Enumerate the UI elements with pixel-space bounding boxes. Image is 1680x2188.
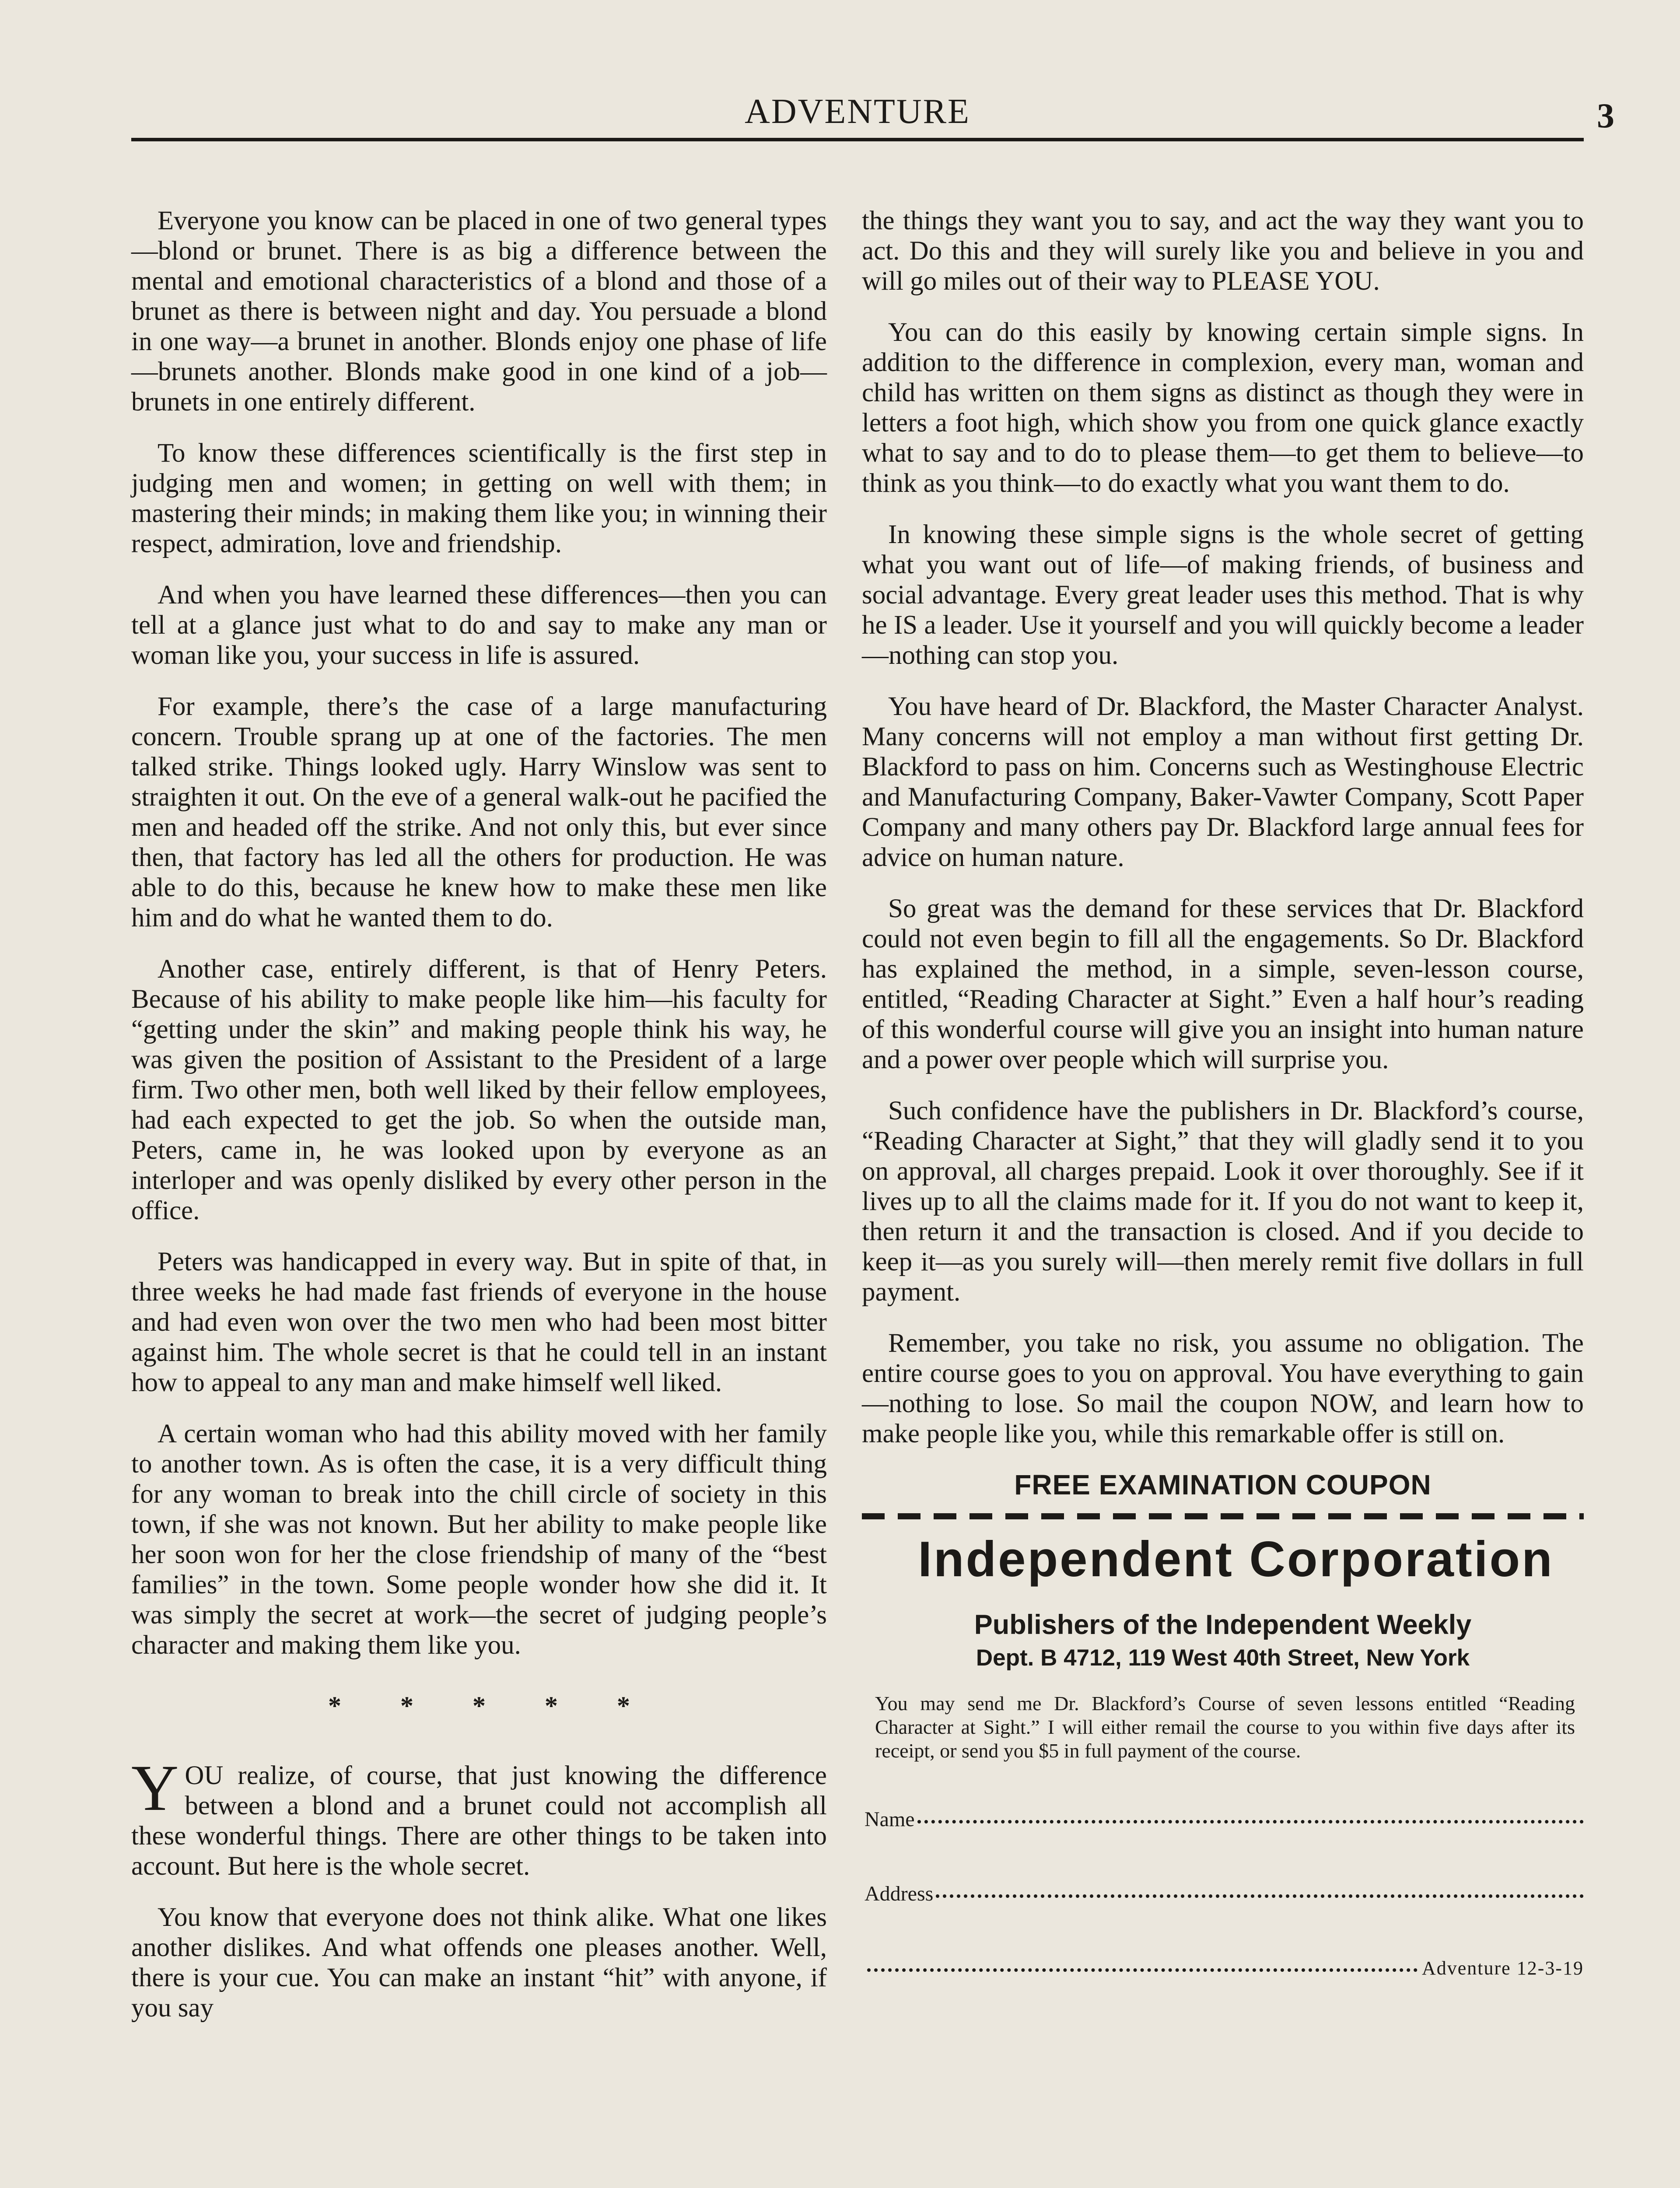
address-fill-line-2[interactable] (867, 1968, 1418, 1972)
article-paragraph: And when you have learned these differences—then you can tell at a glance just what to do and say to make any man or woman like you, your success in life is assured. (131, 580, 827, 670)
company-subtitle: Publishers of the Independent Weekly (974, 1609, 1472, 1640)
left-column (131, 206, 827, 2044)
article-paragraph: Everyone you know can be placed in one of two general types—blond or brunet. There is as big a difference between the mental and emotional characteristics of a blond and those of a brunet as there is between night and day. You persuade a blond in one way—a brunet in another. Blonds enjoy one phase of life—brunets another. Blonds make good in one kind of a job—brunets in one entirely different. (131, 206, 827, 417)
article-paragraph: You know that everyone does not think alike. What one likes another dislikes. And what offends one pleases another. Well, there is your cue. You can make an instant “hit” with anyone, if you say (131, 1903, 827, 2023)
paragraph-text: OU realize, of course, that just knowing the difference between a blond and a brunet could not accomplish all these wonderful things. There are other things to be taken into account. But here is the whole secret. (131, 1761, 827, 1881)
article-paragraph: For example, there’s the case of a large manufacturing concern. Trouble sprang up at one of the factories. The men talked strike. Things looked ugly. Harry Winslow was sent to straighten it out. On the eve of a general walk-out he pacified the men and headed off the strike. And not only this, but ever since then, that factory has led all the others for production. He was able to do this, because he knew how to make these men like him and do what he wanted them to do. (131, 692, 827, 933)
article-paragraph: In knowing these simple signs is the whole secret of getting what you want out of life—of making friends, of business and social advantage. Every great leader uses this method. That is why he IS a leader. Use it yourself and you will quickly become a leader—nothing can stop you. (862, 520, 1584, 670)
address-field[interactable] (862, 1881, 1584, 1907)
article-paragraph: A certain woman who had this ability moved with her family to another town. As is often the case, it is a very difficult thing for any woman to break into the chill circle of society in this town, if she was not known. But her ability to make people like her soon won for her the close friendship of many of the “best families” in the town. Some people wonder how she did it. It was simply the secret at work—the secret of judging people’s character and making them like you. (131, 1419, 827, 1660)
article-paragraph: Peters was handicapped in every way. But in spite of that, in three weeks he had made fast friends of everyone in the house and had even won over the two men who had been most bitter against him. The whole secret is that he could tell in an instant how to appeal to any man and make himself well liked. (131, 1247, 827, 1397)
article-paragraph: Another case, entirely different, is that of Henry Peters. Because of his ability to make people like him—his faculty for “getting under the skin” and making people think his way, he was given the position of Assistant to the President of a large firm. Two other men, both well liked by their fellow employees, had each expected to get the job. So when the outside man, Peters, came in, he was looked upon by everyone as an interloper and was openly disliked by every other person in the office. (131, 954, 827, 1225)
running-header (131, 90, 1614, 141)
article-paragraph: Remember, you take no risk, you assume no obligation. The entire course goes to you on approval. You have everything to gain—nothing to lose. So mail the coupon NOW, and learn how to make people like you, while this remarkable offer is still on. (862, 1329, 1584, 1448)
right-column (862, 206, 1584, 2030)
article-paragraph: So great was the demand for these services that Dr. Blackford could not even begin to fill all the engagements. So Dr. Blackford has explained the method, in a simple, seven-lesson course, entitled, “Reading Character at Sight.” Even a half hour’s reading of this wonderful course will give you an insight into human nature and a power over people which will surprise you. (862, 894, 1584, 1074)
coupon-body: You may send me Dr. Blackford’s Course of seven lessons entitled “Reading Character at Sight.” I will either remail the course to you within five days after its receipt, or send you $5 in full payment of the course. (875, 1692, 1575, 1762)
company-name: Independent Corporation (918, 1532, 1554, 1587)
magazine-title: ADVENTURE (745, 92, 970, 131)
section-divider: * * * * * (328, 1691, 656, 1720)
coupon-cut-line (862, 1513, 1584, 1519)
coupon-title: FREE EXAMINATION COUPON (1014, 1469, 1432, 1501)
name-field[interactable] (862, 1806, 1584, 1833)
article-paragraph: To know these differences scientifically is the first step in judging men and women; in getting on well with them; in mastering their minds; in making them like you; in winning their respect, admiration, love and friendship. (131, 438, 827, 558)
address-line-2[interactable] (862, 1955, 1584, 1981)
name-label: Name (864, 1808, 915, 1831)
address-fill-line[interactable] (936, 1894, 1584, 1898)
article-paragraph: You have heard of Dr. Blackford, the Master Character Analyst. Many concerns will not employ a man without first getting Dr. Blackford to pass on him. Concerns such as Westinghouse Electric and Manufacturing Company, Baker-Vawter Company, Scott Paper Company and many others pay Dr. Blackford large annual fees for advice on human nature. (862, 692, 1584, 872)
article-paragraph (131, 1752, 827, 1881)
article-paragraph: Such confidence have the publishers in Dr. Blackford’s course, “Reading Character at Sight,” that they will gladly send it to you on approval, all charges prepaid. Look it over thoroughly. See if it lives up to all the claims made for it. If you do not want to keep it, then return it and the transaction is closed. And if you decide to keep it—as you surely will—then merely remit five dollars in full payment. (862, 1096, 1584, 1307)
page-number: 3 (1597, 97, 1614, 135)
article-paragraph: the things they want you to say, and act the way they want you to act. Do this and they will surely like you and believe in you and will go miles out of their way to PLEASE YOU. (862, 206, 1584, 296)
article-paragraph: You can do this easily by knowing certain simple signs. In addition to the difference in complexion, every man, woman and child has written on them signs as distinct as though they were in letters a foot high, which show you from one quick glance exactly what to say and to do to please them—to get them to believe—to think as you think—to do exactly what you want them to do. (862, 318, 1584, 498)
name-fill-line[interactable] (917, 1820, 1584, 1823)
coupon-key-code: Adventure 12-3-19 (1421, 1957, 1584, 1979)
address-label: Address (864, 1882, 934, 1905)
drop-cap: Y (131, 1752, 179, 1824)
company-address: Dept. B 4712, 119 West 40th Street, New York (976, 1645, 1470, 1671)
examination-coupon (862, 1470, 1584, 1981)
